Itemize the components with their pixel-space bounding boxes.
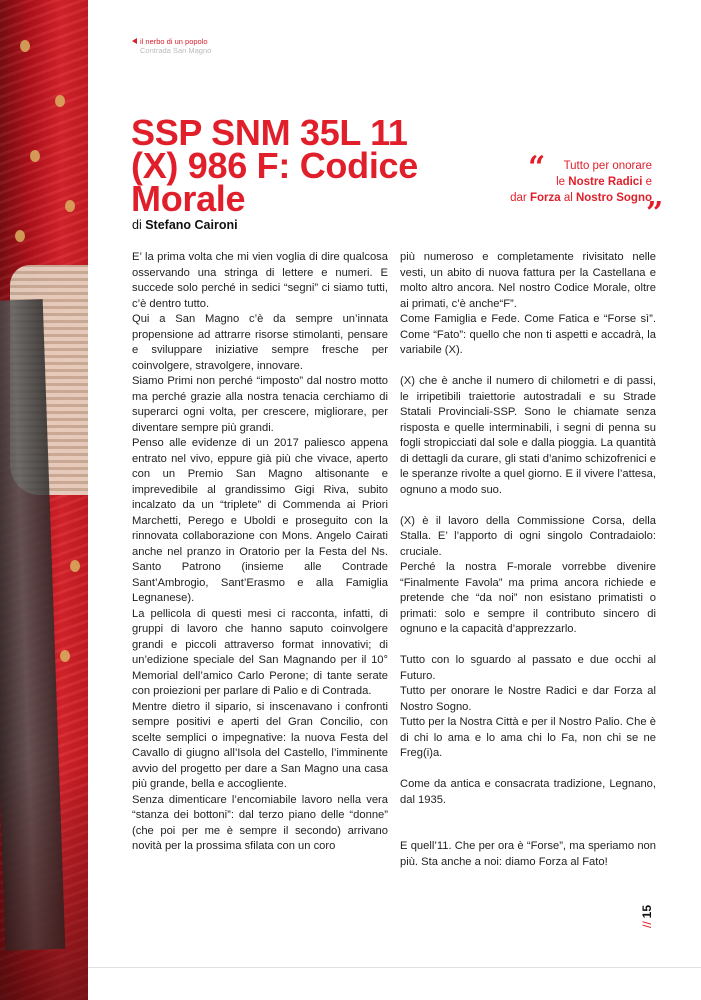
paragraph: E quell’11. Che per ora è “Forse”, ma speriamo non più. Sta anche a noi: diamo Forza al Fato! <box>400 840 656 868</box>
quote-text: e <box>642 176 652 188</box>
quote-text: le <box>556 176 569 188</box>
photo-shadow <box>0 760 88 1000</box>
paragraph: (X) che è anche il numero di chilometri e di passi, le irripetibili traiettorie autostradali e su Strade Statali Provinciali-SSP. Sono le chiamate senza risposta e quelle interminabili, i segni di penna su fogli stropicciati dal sole e dalla pioggia. La quantità di dettagli da curare, gli stati d’animo schizofrenici e le speranze rivolte a quel giorno. E il vivere l’attesa, ognuno a modo suo. <box>400 375 656 496</box>
paragraph-gap <box>400 824 656 840</box>
section-subtag: Contrada San Magno <box>140 46 212 55</box>
paragraph: Tutto per onorare le Nostre Radici e dar Forza al Nostro Sogno. <box>400 685 656 713</box>
paragraph: Penso alle evidenze di un 2017 paliesco appena entrato nel vivo, eppure già più che vivace, aperto con un Premio San Magno altisonante e imprevedibile al grandissimo Gigi Riva, subito incalzato da un “triplete” di Commenda ai Priori Marchetti, Perego e Uboldi e proseguito con la rinnovata collaborazione con Mons. Angelo Cairati anche nel pranzo in Oratorio per la Festa del Ns. Santo Patrono (insieme alle Contrade Sant’Ambrogio, Sant’Erasmo e alla Famiglia Legnanese). <box>132 437 388 604</box>
quote-emphasis: Nostro Sogno <box>575 192 652 204</box>
paragraph: Tutto per la Nostra Città e per il Nostro Palio. Che è di chi lo ama e lo ama chi lo Fa, non chi se ne Freg(i)a. <box>400 716 656 759</box>
article-title: SSP SNM 35L 11 (X) 986 F: Codice Morale <box>131 112 418 219</box>
byline <box>132 218 238 232</box>
paragraph: (X) è il lavoro della Commissione Corsa, della Stalla. E’ l’apporto di ogni singolo Contradaiolo: cruciale. <box>400 514 656 558</box>
paragraph: Senza dimenticare l’encomiabile lavoro nella vera “stanza dei bottoni”: dal terzo piano delle “donne” (che poi per me è sempre il secondo) arrivano novità per la prossima sfilata con un coro <box>132 793 388 852</box>
section-tag: il nerbo di un popolo <box>140 37 208 46</box>
page-number <box>640 905 654 928</box>
paragraph-gap <box>400 638 656 654</box>
quote-text: al <box>560 192 576 204</box>
embroidery-dot <box>70 560 80 572</box>
embroidery-dot <box>55 95 65 107</box>
embroidery-dot <box>30 150 40 162</box>
cover-photo-strip <box>0 0 88 1000</box>
page-number-value: 15 <box>640 904 654 919</box>
paragraph: Perché la nostra F-morale vorrebbe divenire “Finalmente Favola” ma prima ancora richiede e pretende che “da noi” non esistano primatisti o primati: solo e sempre il contributo sincero di ognuno e la capacità d’apprezzarlo. <box>400 561 656 635</box>
footer-rule <box>88 967 701 968</box>
paragraph: Tutto con lo sguardo al passato e due occhi al Futuro. <box>400 654 656 682</box>
section-header <box>132 37 211 55</box>
quote-emphasis: Forza <box>529 192 561 204</box>
quote-line <box>470 190 652 206</box>
paragraph: Come Famiglia e Fede. Come Fatica e “Forse sì”. Come “Fato”: quello che non ti aspetti e accadrà, la variabile (X). <box>400 313 656 356</box>
paragraph: E’ la prima volta che mi vien voglia di dire qualcosa osservando una stringa di lettere e numeri. E succede solo perché in sedici “segni” ci siamo tutti, c’è dentro tutto. <box>132 251 388 310</box>
pull-quote <box>470 158 652 206</box>
quote-emphasis: Nostre Radici <box>568 176 643 188</box>
paragraph: Qui a San Magno c’è da sempre un’innata propensione ad attrarre risorse stimolanti, pensare e sviluppare iniziative sempre fresche per coinvolgere, stravolgere, innovare. <box>132 313 388 372</box>
paragraph: Come da antica e consacrata tradizione, Legnano, dal 1935. <box>400 778 656 806</box>
embroidery-dot <box>65 200 75 212</box>
paragraph: più numeroso e completamente rivisitato nelle vesti, un abito di nuova fattura per la Castellana e molto altro ancora. Nel nostro Codice Morale, oltre ai primati, c’è anche“F”. <box>400 251 656 310</box>
page-slashes: // <box>640 921 654 928</box>
quote-close-mark: ” <box>646 196 664 231</box>
paragraph-gap <box>400 808 656 824</box>
paragraph-gap <box>400 762 656 778</box>
embroidery-dot <box>60 650 70 662</box>
paragraph: La pellicola di questi mesi ci racconta, infatti, di gruppi di lavoro che hanno saputo coinvolgere grandi e piccoli attraverso format innovativi; di un’edizione speciale del San Magnando per il 10° Memorial dell’amico Carlo Perone; di tante serate con proiezioni per parlare di Palio e di Contrada. <box>132 607 388 697</box>
quote-line <box>470 174 652 190</box>
paragraph-gap <box>400 498 656 514</box>
quote-open-mark: “ <box>528 150 546 185</box>
paragraph-gap <box>400 359 656 375</box>
quote-line: Tutto per onorare <box>563 160 652 172</box>
paragraph: Mentre dietro il sipario, si inscenavano i confronti sempre positivi e aperti del Gran Concilio, con scelte semplici o impegnative: la nuova Festa del Cavallo di giugno all’Isola del Castello, l’imminente avvio del progetto per dare a San Magno una casa più grande, bella e accogliente. <box>132 700 388 790</box>
author-name: Stefano Caironi <box>145 218 238 232</box>
quote-text: dar <box>510 192 530 204</box>
paragraph: Siamo Primi non perché “imposto” dal nostro motto ma perché grazie alla nostra tenacia cerchiamo di superarci ogni volta, per crescere, migliorare, per diventare sempre più grandi. <box>132 375 388 434</box>
back-arrow-icon <box>132 38 137 44</box>
embroidery-dot <box>20 40 30 52</box>
text-column-right <box>400 250 656 870</box>
text-column-left <box>132 250 388 855</box>
byline-prefix: di <box>132 218 142 232</box>
embroidery-dot <box>15 230 25 242</box>
